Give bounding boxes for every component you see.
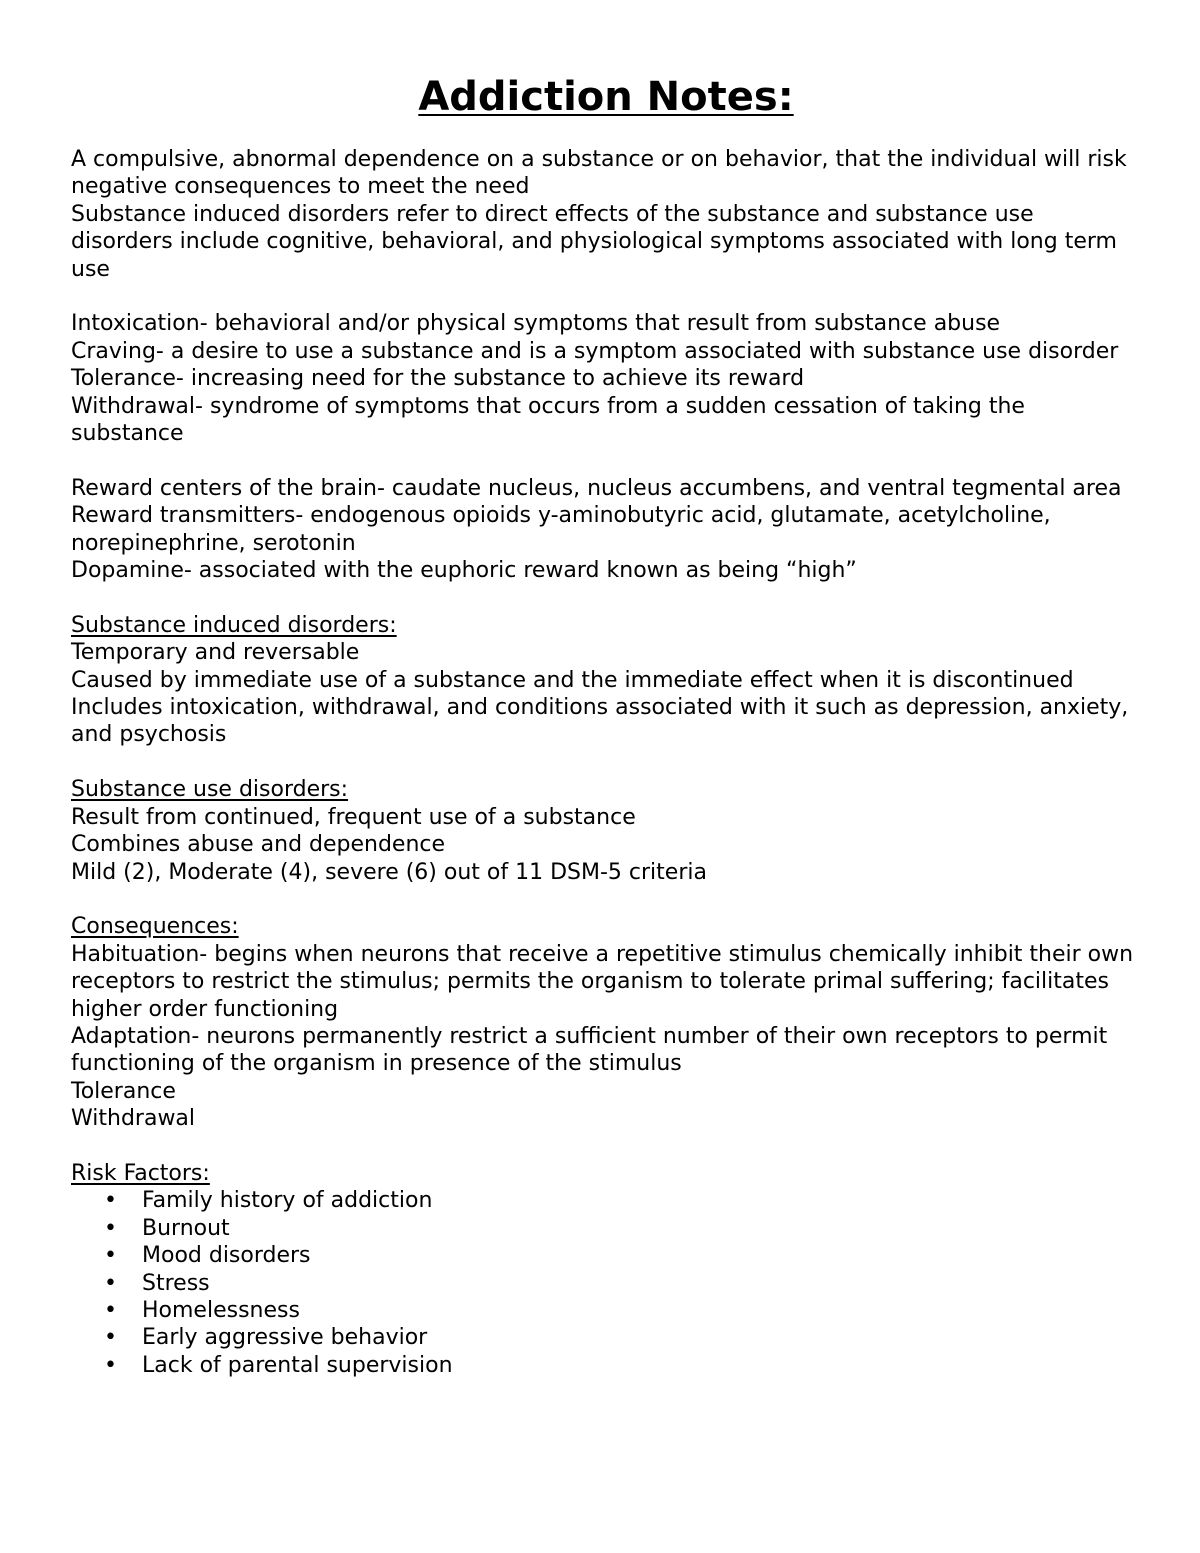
list-item-text: Lack of parental supervision (142, 1352, 453, 1378)
list-item-text: Homelessness (142, 1297, 300, 1323)
induced-line: Includes intoxication, withdrawal, and conditions associated with it such as depression, anxiety, and psychosis (71, 695, 1129, 748)
consequences-line: Withdrawal (71, 1106, 196, 1132)
list-item (71, 1187, 1141, 1214)
reward-centers: Reward centers of the brain- caudate nucleus, nucleus accumbens, and ventral tegmental area (71, 475, 1122, 501)
document-page (71, 70, 1141, 1379)
list-item-text: Mood disorders (142, 1243, 311, 1269)
risk-heading: Risk Factors: (71, 1160, 210, 1186)
spacer (71, 447, 1141, 474)
spacer (71, 886, 1141, 913)
use-line: Result from continued, frequent use of a substance (71, 804, 636, 830)
definition-craving: Craving- a desire to use a substance and is a symptom associated with substance use disorder (71, 338, 1119, 364)
bullet-icon: • (104, 1297, 117, 1323)
spacer (71, 283, 1141, 310)
use-line: Combines abuse and dependence (71, 832, 446, 858)
consequences-section (71, 913, 1141, 1132)
bullet-icon: • (104, 1352, 117, 1378)
definition-withdrawal: Withdrawal- syndrome of symptoms that occurs from a sudden cessation of taking the substance (71, 393, 1025, 447)
bullet-icon: • (104, 1243, 117, 1269)
list-item-text: Family history of addiction (142, 1188, 433, 1214)
spacer (71, 584, 1141, 611)
page-title: Addiction Notes: (418, 74, 794, 120)
bullet-icon: • (104, 1215, 117, 1241)
consequences-heading: Consequences: (71, 914, 239, 940)
induced-line: Temporary and reversable (71, 640, 360, 666)
definition-intoxication: Intoxication- behavioral and/or physical symptoms that result from substance abuse (71, 311, 1001, 337)
definitions-section (71, 310, 1141, 447)
list-item-text: Burnout (142, 1215, 230, 1241)
use-line: Mild (2), Moderate (4), severe (6) out of 11 DSM-5 criteria (71, 859, 707, 885)
bullet-icon: • (104, 1270, 117, 1296)
intro-section (71, 146, 1141, 283)
induced-section (71, 612, 1141, 749)
intro-definition: A compulsive, abnormal dependence on a substance or on behavior, that the individual will risk negative consequences to meet the need (71, 147, 1127, 200)
definition-tolerance: Tolerance- increasing need for the substance to achieve its reward (71, 366, 805, 392)
spacer (71, 1133, 1141, 1160)
induced-line: Caused by immediate use of a substance and the immediate effect when it is discontinued (71, 667, 1074, 693)
risk-section (71, 1160, 1141, 1379)
reward-dopamine: Dopamine- associated with the euphoric reward known as being “high” (71, 558, 857, 584)
use-heading: Substance use disorders: (71, 777, 349, 803)
list-item (71, 1270, 1141, 1297)
consequences-line: Adaptation- neurons permanently restrict a sufficient number of their own receptors to permit functioning of the organism in presence of the stimulus (71, 1023, 1108, 1077)
list-item (71, 1297, 1141, 1324)
use-section (71, 776, 1141, 886)
induced-heading: Substance induced disorders: (71, 612, 397, 638)
spacer (71, 749, 1141, 776)
list-item-text: Stress (142, 1270, 210, 1296)
list-item (71, 1352, 1141, 1379)
consequences-line: Habituation- begins when neurons that receive a repetitive stimulus chemically inhibit their own receptors to restrict the stimulus; permits the organism to tolerate primal suffering; facilitates higher order functioning (71, 941, 1134, 1022)
bullet-icon: • (104, 1188, 117, 1214)
risk-list (71, 1187, 1141, 1379)
list-item-text: Early aggressive behavior (142, 1325, 428, 1351)
list-item (71, 1324, 1141, 1351)
reward-section (71, 475, 1141, 585)
list-item (71, 1242, 1141, 1269)
consequences-line: Tolerance (71, 1078, 176, 1104)
intro-disorders: Substance induced disorders refer to direct effects of the substance and substance use disorders include cognitive, behavioral, and physiological symptoms associated with long term use (71, 201, 1117, 282)
bullet-icon: • (104, 1325, 117, 1351)
reward-transmitters: Reward transmitters- endogenous opioids y-aminobutyric acid, glutamate, acetylcholine, norepinephrine, serotonin (71, 503, 1051, 556)
list-item (71, 1215, 1141, 1242)
